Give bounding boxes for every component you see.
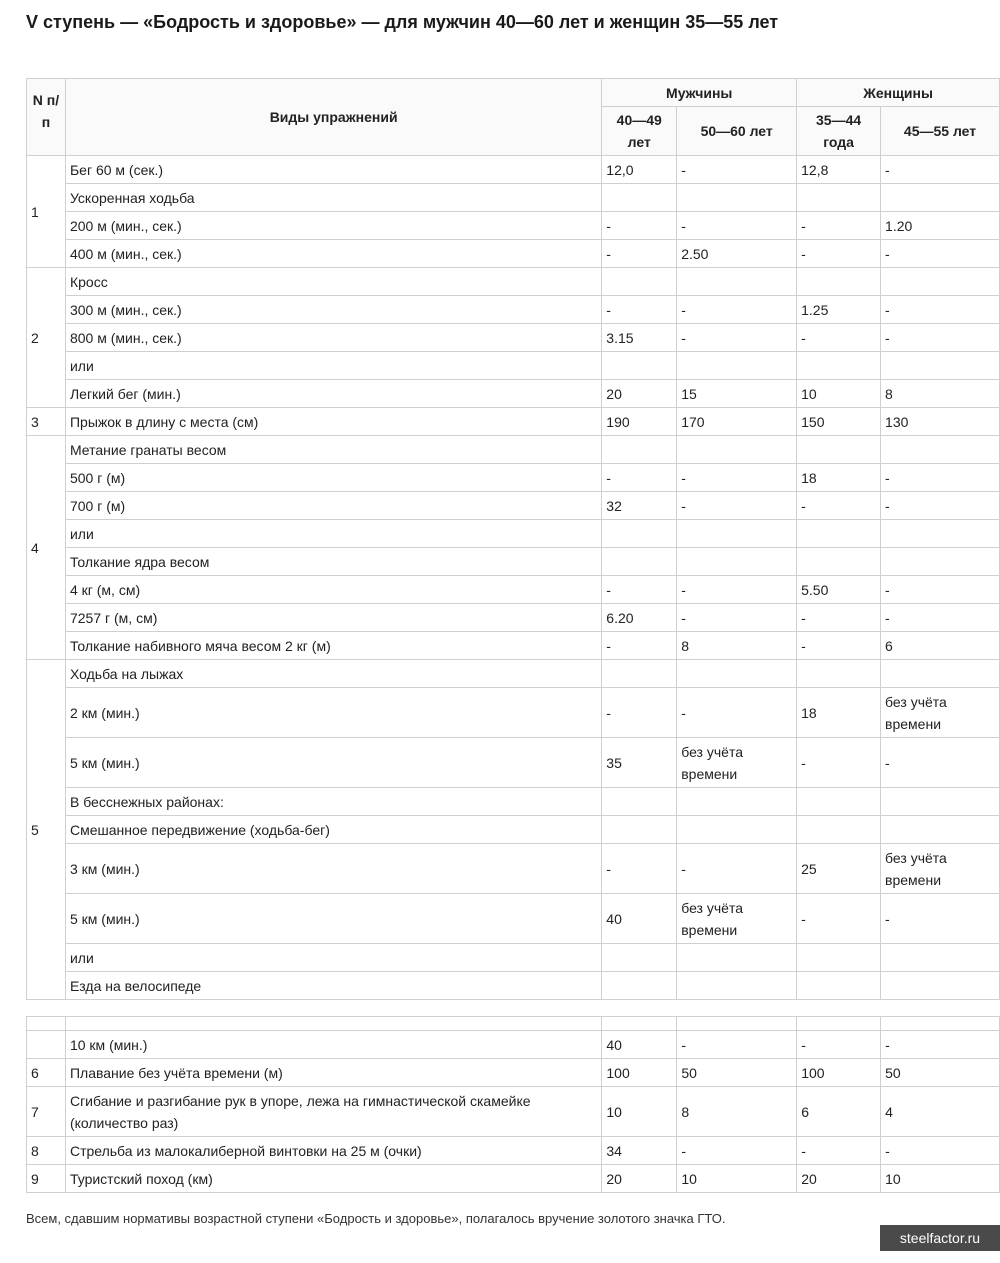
norm-value [677, 816, 797, 844]
exercise-label: Сгибание и разгибание рук в упоре, лежа на гимнастической скамейке (количество раз) [65, 1087, 601, 1137]
table-row [27, 972, 1000, 1000]
table-row [27, 1059, 1000, 1087]
norm-value: - [881, 604, 1000, 632]
table-row [27, 1165, 1000, 1193]
norm-value: - [797, 492, 881, 520]
norm-value [602, 184, 677, 212]
norm-value [677, 972, 797, 1000]
table-row [27, 352, 1000, 380]
exercise-label: Бег 60 м (сек.) [65, 156, 601, 184]
norm-value: 1.25 [797, 296, 881, 324]
norm-value [881, 436, 1000, 464]
norm-value [881, 788, 1000, 816]
norm-value [881, 660, 1000, 688]
norm-value [797, 548, 881, 576]
row-number: 1 [27, 156, 66, 268]
exercise-label: Толкание ядра весом [65, 548, 601, 576]
norm-value [881, 816, 1000, 844]
table-row [27, 296, 1000, 324]
header-women: Женщины [797, 79, 1000, 107]
norm-value: 6.20 [602, 604, 677, 632]
exercise-label: 500 г (м) [65, 464, 601, 492]
norm-value: 50 [677, 1059, 797, 1087]
norm-value [797, 972, 881, 1000]
norm-value: 40 [602, 1031, 677, 1059]
page-title: V ступень — «Бодрость и здоровье» — для мужчин 40—60 лет и женщин 35—55 лет [26, 12, 779, 32]
empty-cell [27, 1017, 66, 1031]
norm-value: - [881, 156, 1000, 184]
norm-value: - [677, 296, 797, 324]
norm-value [602, 436, 677, 464]
row-number: 5 [27, 660, 66, 1000]
exercise-label: В бесснежных районах: [65, 788, 601, 816]
table-row [27, 944, 1000, 972]
table-row [27, 844, 1000, 894]
norm-value [677, 268, 797, 296]
norm-value [881, 972, 1000, 1000]
norm-value [602, 944, 677, 972]
norm-value: 40 [602, 894, 677, 944]
norm-value [797, 436, 881, 464]
exercise-label: 4 кг (м, см) [65, 576, 601, 604]
exercise-label: или [65, 944, 601, 972]
norm-value [602, 788, 677, 816]
norm-value [797, 184, 881, 212]
norm-value [677, 436, 797, 464]
norm-value: - [677, 604, 797, 632]
exercise-label: 400 м (мин., сек.) [65, 240, 601, 268]
norm-value [797, 788, 881, 816]
norm-value: - [881, 1031, 1000, 1059]
norm-value [677, 788, 797, 816]
norm-value: - [881, 894, 1000, 944]
table-row [27, 324, 1000, 352]
norm-value [677, 352, 797, 380]
exercise-label: Стрельба из малокалиберной винтовки на 25 м (очки) [65, 1137, 601, 1165]
norm-value: - [881, 576, 1000, 604]
header-women-45-55: 45—55 лет [881, 107, 1000, 156]
norm-value [602, 352, 677, 380]
norm-value: - [677, 212, 797, 240]
norm-value: - [602, 464, 677, 492]
norm-value: - [797, 894, 881, 944]
table-row [27, 380, 1000, 408]
table-row [27, 548, 1000, 576]
exercise-label: 7257 г (м, см) [65, 604, 601, 632]
table-row [27, 576, 1000, 604]
norm-value: - [797, 1137, 881, 1165]
norm-value: 10 [602, 1087, 677, 1137]
norm-value: 100 [602, 1059, 677, 1087]
norm-value [677, 184, 797, 212]
table-row [27, 212, 1000, 240]
norm-value: 130 [881, 408, 1000, 436]
exercise-label: Легкий бег (мин.) [65, 380, 601, 408]
norm-value [602, 972, 677, 1000]
header-exercises: Виды упражнений [65, 79, 601, 156]
norm-value: 20 [797, 1165, 881, 1193]
exercise-label: или [65, 520, 601, 548]
exercise-label: Толкание набивного мяча весом 2 кг (м) [65, 632, 601, 660]
norm-value [881, 352, 1000, 380]
norm-value: 4 [881, 1087, 1000, 1137]
norm-value: 150 [797, 408, 881, 436]
header-men-50-60: 50—60 лет [677, 107, 797, 156]
exercise-label: 10 км (мин.) [65, 1031, 601, 1059]
norm-value: 8 [677, 1087, 797, 1137]
norm-value: 2.50 [677, 240, 797, 268]
exercise-label: Плавание без учёта времени (м) [65, 1059, 601, 1087]
norm-value: 6 [881, 632, 1000, 660]
norm-value: без учёта времени [881, 688, 1000, 738]
norm-value: - [602, 688, 677, 738]
norm-value: 8 [881, 380, 1000, 408]
norm-value: - [602, 240, 677, 268]
exercise-label: Смешанное передвижение (ходьба-бег) [65, 816, 601, 844]
norm-value [677, 520, 797, 548]
norm-value: 100 [797, 1059, 881, 1087]
norm-value: - [677, 156, 797, 184]
table-row [27, 816, 1000, 844]
norm-value [602, 520, 677, 548]
exercise-label: 5 км (мин.) [65, 738, 601, 788]
norms-table [26, 78, 1000, 1000]
norm-value [602, 816, 677, 844]
table-row [27, 520, 1000, 548]
table-row [27, 156, 1000, 184]
norm-value [677, 548, 797, 576]
exercise-label: Туристский поход (км) [65, 1165, 601, 1193]
exercise-label: Метание гранаты весом [65, 436, 601, 464]
norm-value [602, 268, 677, 296]
norm-value: - [677, 688, 797, 738]
norm-value [677, 660, 797, 688]
exercise-label: Кросс [65, 268, 601, 296]
exercise-label: 5 км (мин.) [65, 894, 601, 944]
norm-value: 10 [881, 1165, 1000, 1193]
norm-value: - [881, 240, 1000, 268]
norm-value [797, 816, 881, 844]
norm-value: - [797, 324, 881, 352]
row-number: 7 [27, 1087, 66, 1137]
table-row [27, 492, 1000, 520]
empty-cell [677, 1017, 797, 1031]
watermark: steelfactor.ru [880, 1225, 1000, 1251]
norm-value: 20 [602, 1165, 677, 1193]
table-row [27, 436, 1000, 464]
norm-value: 15 [677, 380, 797, 408]
norm-value: - [881, 1137, 1000, 1165]
norm-value: 12,8 [797, 156, 881, 184]
norm-value: 6 [797, 1087, 881, 1137]
norm-value: - [797, 240, 881, 268]
table-row [27, 408, 1000, 436]
norm-value [677, 944, 797, 972]
norm-value [881, 520, 1000, 548]
row-number: 4 [27, 436, 66, 660]
row-number: 9 [27, 1165, 66, 1193]
table-row [27, 240, 1000, 268]
norm-value: 20 [602, 380, 677, 408]
norm-value: - [677, 464, 797, 492]
exercise-label: 300 м (мин., сек.) [65, 296, 601, 324]
norm-value [881, 184, 1000, 212]
table-row [27, 1087, 1000, 1137]
norm-value: - [797, 604, 881, 632]
table-row [27, 632, 1000, 660]
norm-value: - [677, 1137, 797, 1165]
table-row [27, 464, 1000, 492]
norm-value: - [881, 492, 1000, 520]
header-men: Мужчины [602, 79, 797, 107]
norm-value [797, 944, 881, 972]
norm-value: без учёта времени [677, 738, 797, 788]
norm-value: - [677, 576, 797, 604]
row-number: 2 [27, 268, 66, 408]
norm-value: 10 [677, 1165, 797, 1193]
norm-value: - [797, 738, 881, 788]
table-row [27, 1017, 1000, 1031]
norm-value: - [677, 844, 797, 894]
norm-value: 10 [797, 380, 881, 408]
norm-value [797, 520, 881, 548]
norm-value: - [602, 296, 677, 324]
row-number [27, 1031, 66, 1059]
norm-value: 5.50 [797, 576, 881, 604]
empty-cell [797, 1017, 881, 1031]
norm-value [602, 548, 677, 576]
exercise-label: 700 г (м) [65, 492, 601, 520]
header-women-35-44: 35—44 года [797, 107, 881, 156]
exercise-label: или [65, 352, 601, 380]
norm-value: 190 [602, 408, 677, 436]
table-row [27, 660, 1000, 688]
norm-value [881, 548, 1000, 576]
norm-value: - [881, 738, 1000, 788]
norm-value: - [677, 324, 797, 352]
exercise-label: 3 км (мин.) [65, 844, 601, 894]
norm-value: 8 [677, 632, 797, 660]
norm-value [602, 660, 677, 688]
norm-value: 25 [797, 844, 881, 894]
exercise-label: 200 м (мин., сек.) [65, 212, 601, 240]
norm-value: без учёта времени [677, 894, 797, 944]
table-row [27, 688, 1000, 738]
norm-value: - [797, 1031, 881, 1059]
norm-value [881, 268, 1000, 296]
exercise-label: Ходьба на лыжах [65, 660, 601, 688]
norm-value [797, 352, 881, 380]
exercise-label: 2 км (мин.) [65, 688, 601, 738]
norm-value: - [677, 1031, 797, 1059]
norm-value [881, 944, 1000, 972]
norm-value: 12,0 [602, 156, 677, 184]
norm-value: - [797, 212, 881, 240]
table-row [27, 1137, 1000, 1165]
row-number: 8 [27, 1137, 66, 1165]
norm-value: - [602, 212, 677, 240]
norm-value: 35 [602, 738, 677, 788]
norm-value: 18 [797, 688, 881, 738]
norm-value: 18 [797, 464, 881, 492]
norm-value: без учёта времени [881, 844, 1000, 894]
exercise-label: Езда на велосипеде [65, 972, 601, 1000]
footnote: Всем, сдавшим нормативы возрастной ступени «Бодрость и здоровье», полагалось вручение золотого значка ГТО. [26, 1211, 726, 1226]
row-number: 6 [27, 1059, 66, 1087]
table-row [27, 604, 1000, 632]
header-men-40-49: 40—49 лет [602, 107, 677, 156]
empty-cell [65, 1017, 601, 1031]
norm-value: - [677, 492, 797, 520]
norm-value: 34 [602, 1137, 677, 1165]
table-row [27, 894, 1000, 944]
norm-value: - [602, 576, 677, 604]
table-row [27, 1031, 1000, 1059]
norm-value: - [602, 632, 677, 660]
norm-value: 1.20 [881, 212, 1000, 240]
norm-value: - [797, 632, 881, 660]
norm-value: - [881, 296, 1000, 324]
norm-value [797, 660, 881, 688]
empty-cell [602, 1017, 677, 1031]
table-row [27, 268, 1000, 296]
table-row [27, 788, 1000, 816]
empty-cell [881, 1017, 1000, 1031]
row-number: 3 [27, 408, 66, 436]
norm-value: - [881, 464, 1000, 492]
norm-value [797, 268, 881, 296]
norms-table-continued [26, 1016, 1000, 1193]
norm-value: - [881, 324, 1000, 352]
exercise-label: 800 м (мин., сек.) [65, 324, 601, 352]
table-row [27, 738, 1000, 788]
norm-value: - [602, 844, 677, 894]
norm-value: 32 [602, 492, 677, 520]
header-num: N п/п [27, 79, 66, 156]
norm-value: 170 [677, 408, 797, 436]
norm-value: 3.15 [602, 324, 677, 352]
table-row [27, 184, 1000, 212]
exercise-label: Ускоренная ходьба [65, 184, 601, 212]
exercise-label: Прыжок в длину с места (см) [65, 408, 601, 436]
norm-value: 50 [881, 1059, 1000, 1087]
